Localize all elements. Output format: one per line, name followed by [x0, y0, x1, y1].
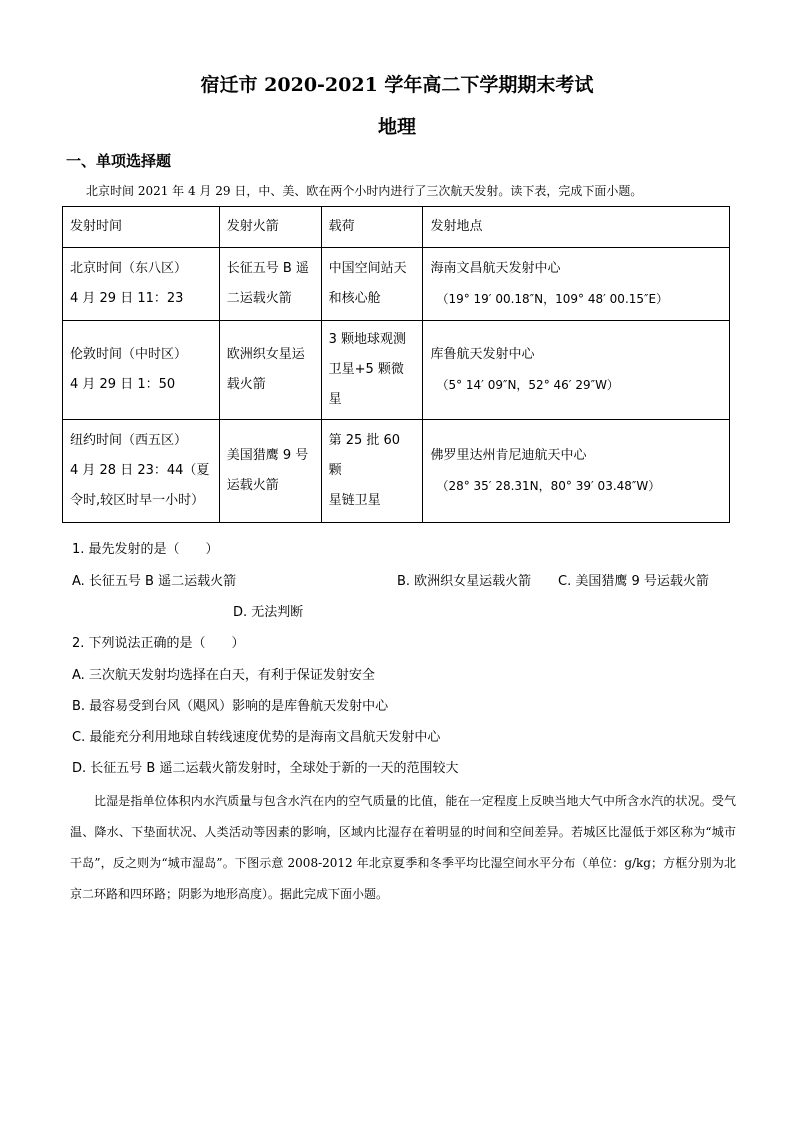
rocket-cell [219, 420, 321, 523]
question-2-option-b: B. 最容易受到台风（飓风）影响的是库鲁航天发射中心 [72, 699, 389, 714]
site-coordinates: （19° 19′ 00.18″N，109° 48′ 00.15″E） [436, 292, 669, 306]
cell-line: 4 月 29 日 1：50 [70, 377, 176, 392]
question-2-option-a: A. 三次航天发射均选择在白天，有利于保证发射安全 [72, 668, 375, 683]
question-1-option-b: B. 欧洲织女星运载火箭 [397, 574, 532, 589]
site-coordinates: （28° 35′ 28.31N，80° 39′ 03.48″W） [436, 479, 661, 493]
cell-line: 令时,较区时早一小时） [70, 493, 205, 508]
cell-line: 美国猎鹰 9 号 [226, 448, 309, 463]
question-2-stem: 2. 下列说法正确的是（ ） [72, 636, 245, 651]
table-row [63, 420, 730, 523]
table-header-cell: 发射地点 [423, 207, 730, 248]
table-row [63, 248, 730, 321]
table-header-row [63, 207, 730, 248]
cell-line: 二运载火箭 [226, 291, 292, 306]
intro-paragraph-1: 北京时间 2021 年 4 月 29 日，中、美、欧在两个小时内进行了三次航天发射。读下表，完成下面小题。 [86, 184, 643, 198]
payload-cell [321, 420, 423, 523]
table-row [63, 321, 730, 420]
rocket-cell [219, 321, 321, 420]
site-name: 海南文昌航天发射中心 [430, 261, 561, 276]
cell-line: 中国空间站天 [328, 261, 407, 276]
launch-time-cell [63, 248, 220, 321]
cell-line: 3 颗地球观测 [328, 332, 406, 347]
cell-line: 欧洲织女星运 [226, 347, 305, 362]
cell-line: 第 25 批 60 颗 [328, 433, 401, 478]
launch-table [62, 206, 730, 523]
question-1-option-a: A. 长征五号 B 遥二运载火箭 [72, 574, 237, 589]
section-heading: 一、单项选择题 [66, 152, 172, 170]
table-header-cell: 发射火箭 [219, 207, 321, 248]
launch-time-cell [63, 420, 220, 523]
launch-time-cell [63, 321, 220, 420]
document-title: 宿迁市 2020-2021 学年高二下学期期末考试 [200, 74, 594, 96]
site-name: 库鲁航天发射中心 [430, 347, 535, 362]
question-1-option-c: C. 美国猎鹰 9 号运载火箭 [558, 574, 709, 589]
launch-site-cell [423, 248, 730, 321]
cell-line: 北京时间（东八区） [70, 261, 188, 276]
cell-line: 星链卫星 [328, 493, 381, 508]
cell-line: 4 月 29 日 11：23 [70, 291, 184, 306]
payload-cell [321, 248, 423, 321]
intro-paragraph-2: 比湿是指单位体积内水汽质量与包含水汽在内的空气质量的比值，能在一定程度上反映当地大气中所含水汽的状况。受气温、降水、下垫面状况、人类活动等因素的影响，区域内比湿存在着明显的时间和空间差异。若城区比湿低于郊区称为“城市干岛”，反之则为“城市湿岛”。下图示意 2008-2012 年北京夏季和冬季平均比湿空间水平分布（单位：g/kg；方框分别为北京二环路和四环路；阴影为地形高度）。据此完成下面小题。 [70, 794, 736, 901]
table-header-cell: 载荷 [321, 207, 423, 248]
question-1-stem: 1. 最先发射的是（ ） [72, 542, 219, 557]
site-coordinates: （5° 14′ 09″N，52° 46′ 29″W） [436, 378, 619, 392]
cell-line: 运载火箭 [226, 478, 279, 493]
payload-cell [321, 321, 423, 420]
question-1-option-d: D. 无法判断 [233, 605, 304, 620]
rocket-cell [219, 248, 321, 321]
document-subject: 地理 [377, 116, 416, 138]
cell-line: 长征五号 B 遥 [226, 261, 309, 276]
site-name: 佛罗里达州肯尼迪航天中心 [430, 448, 587, 463]
cell-line: 和核心舱 [328, 291, 381, 306]
cell-line: 卫星+5 颗微星 [328, 362, 404, 407]
question-2-option-d: D. 长征五号 B 遥二运载火箭发射时，全球处于新的一天的范围较大 [72, 761, 459, 776]
question-2-option-c: C. 最能充分利用地球自转线速度优势的是海南文昌航天发射中心 [72, 730, 441, 745]
cell-line: 伦敦时间（中时区） [70, 347, 188, 362]
cell-line: 载火箭 [226, 377, 266, 392]
launch-site-cell [423, 420, 730, 523]
cell-line: 4 月 28 日 23：44（夏 [70, 463, 210, 478]
table-header-cell: 发射时间 [63, 207, 220, 248]
cell-line: 纽约时间（西五区） [70, 433, 188, 448]
launch-site-cell [423, 321, 730, 420]
